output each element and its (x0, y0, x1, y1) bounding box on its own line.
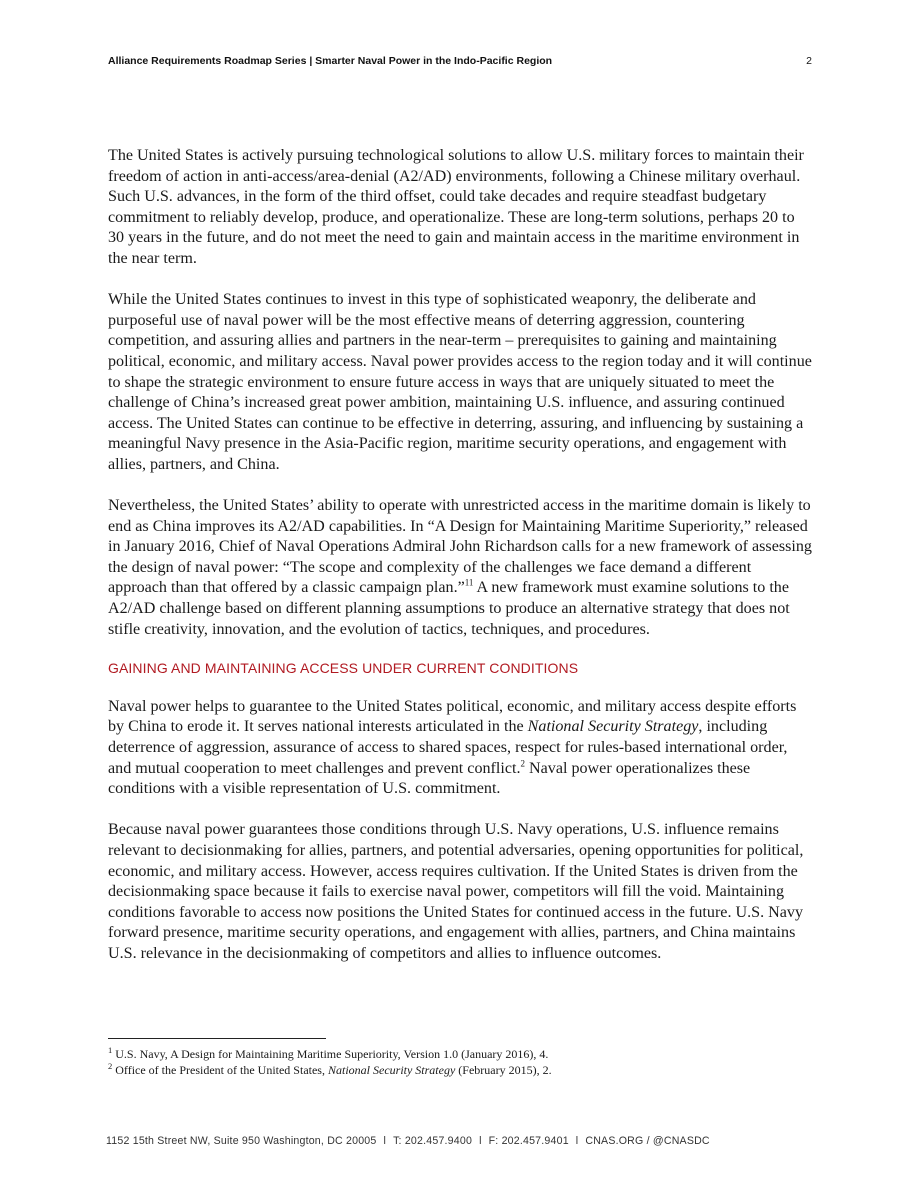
paragraph-3 (108, 496, 814, 640)
footer-telephone: T: 202.457.9400 (393, 1135, 473, 1147)
paragraph-2: While the United States continues to invest in this type of sophisticated weaponry, the deliberate and purposeful use of naval power will be the most effective means of deterring aggression, countering competition, and assuring allies and partners in the near-term – prerequisites to gaining and maintaining political, economic, and military access. Naval power provides access to the region today and it will continue to shape the strategic environment to ensure future access in ways that are uniquely situated to meet the challenge of China’s increased great power ambition, maintaining U.S. influence, and assuring continued access. The United States can continue to be effective in deterring, assuring, and influencing by sustaining a meaningful Navy presence in the Asia-Pacific region, maritime security operations, and engagement with allies, partners, and China. (108, 291, 812, 473)
footnote-mark: 2 (108, 1061, 113, 1071)
footer-separator: l (575, 1135, 579, 1147)
paragraph-5: Because naval power guarantees those conditions through U.S. Navy operations, U.S. influence remains relevant to decisionmaking for allies, partners, and potential adversaries, opening opportunities for political, economic, and military access. However, access requires cultivation. If the United States is driven from the decisionmaking space because it fails to exercise naval power, competitors will fill the void. Maintaining conditions favorable to access now positions the United States for continued access in the future. U.S. Navy forward presence, maritime security operations, and engagement with allies, partners, and China maintains U.S. relevance in the decisionmaking of competitors and allies to influence outcomes. (108, 821, 804, 962)
paragraph-1: The United States is actively pursuing technological solutions to allow U.S. military forces to maintain their freedom of action in anti-access/area-denial (A2/AD) environments, following a Chinese military overhaul. Such U.S. advances, in the form of the third offset, could take decades and require steadfast budgetary commitment to reliably develop, produce, and operationalize. These are long-term solutions, perhaps 20 to 30 years in the future, and do not meet the need to gain and maintain access in the maritime environment in the near term. (108, 147, 804, 267)
footnotes (108, 1046, 814, 1078)
footer-web-link[interactable]: CNAS.ORG / @CNASDC (585, 1135, 710, 1147)
footer-separator: l (383, 1135, 387, 1147)
page-number: 2 (806, 55, 812, 67)
footnote-2 (108, 1062, 814, 1078)
paragraph-4-text-end: Naval power operationalizes these conditions with a visible representation of U.S. commitment. (108, 759, 751, 798)
paragraph-4-text-middle: , including deterrence of aggression, assurance of access to shared spaces, respect for rules-based international order, and mutual cooperation to meet challenges and prevent conflict. (108, 718, 788, 777)
paragraph-3-text-continued: A new framework must examine solutions to the A2/AD challenge based on different planning assumptions to produce an alternative strategy that does not stifle creativity, innovation, and the evolution of tactics, techniques, and procedures. (108, 579, 790, 638)
document-title-italic: National Security Strategy (527, 718, 699, 736)
paragraph-4-text: Naval power helps to guarantee to the United States political, economic, and military access despite efforts by China to erode it. It serves national interests articulated in the (108, 697, 797, 736)
page-header (108, 55, 812, 71)
running-header-title: Alliance Requirements Roadmap Series | Smarter Naval Power in the Indo-Pacific Region (108, 55, 553, 67)
footnote-reference[interactable]: 11 (464, 578, 474, 589)
footnote-text-end: (February 2015), 2. (455, 1063, 552, 1077)
footer-address: 1152 15th Street NW, Suite 950 Washington, DC 20005 (106, 1135, 377, 1147)
footer-fax: F: 202.457.9401 (488, 1135, 569, 1147)
page-footer (106, 1135, 810, 1149)
main-body (108, 146, 814, 985)
footer-separator: l (479, 1135, 482, 1147)
footnote-text: Office of the President of the United States, (112, 1063, 328, 1077)
footnote-reference[interactable]: 2 (520, 758, 525, 769)
footnote-1 (108, 1046, 814, 1062)
section-heading: GAINING AND MAINTAINING ACCESS UNDER CURRENT CONDITIONS (108, 660, 579, 677)
footnote-text: U.S. Navy, A Design for Maintaining Maritime Superiority, Version 1.0 (January 2016), 4. (112, 1047, 549, 1061)
paragraph-3-text: Nevertheless, the United States’ ability to operate with unrestricted access in the maritime domain is likely to end as China improves its A2/AD capabilities. In “A Design for Maintaining Maritime Superiority,” released in January 2016, Chief of Naval Operations Admiral John Richardson calls for a new framework of assessing the design of naval power: “The scope and complexity of the challenges we face demand a different approach than that offered by a classic campaign plan.” (108, 497, 812, 597)
paragraph-4 (108, 697, 814, 800)
footnote-divider (108, 1038, 326, 1039)
footnote-italic-title: National Security Strategy (327, 1063, 456, 1077)
footnote-mark: 1 (108, 1045, 113, 1055)
